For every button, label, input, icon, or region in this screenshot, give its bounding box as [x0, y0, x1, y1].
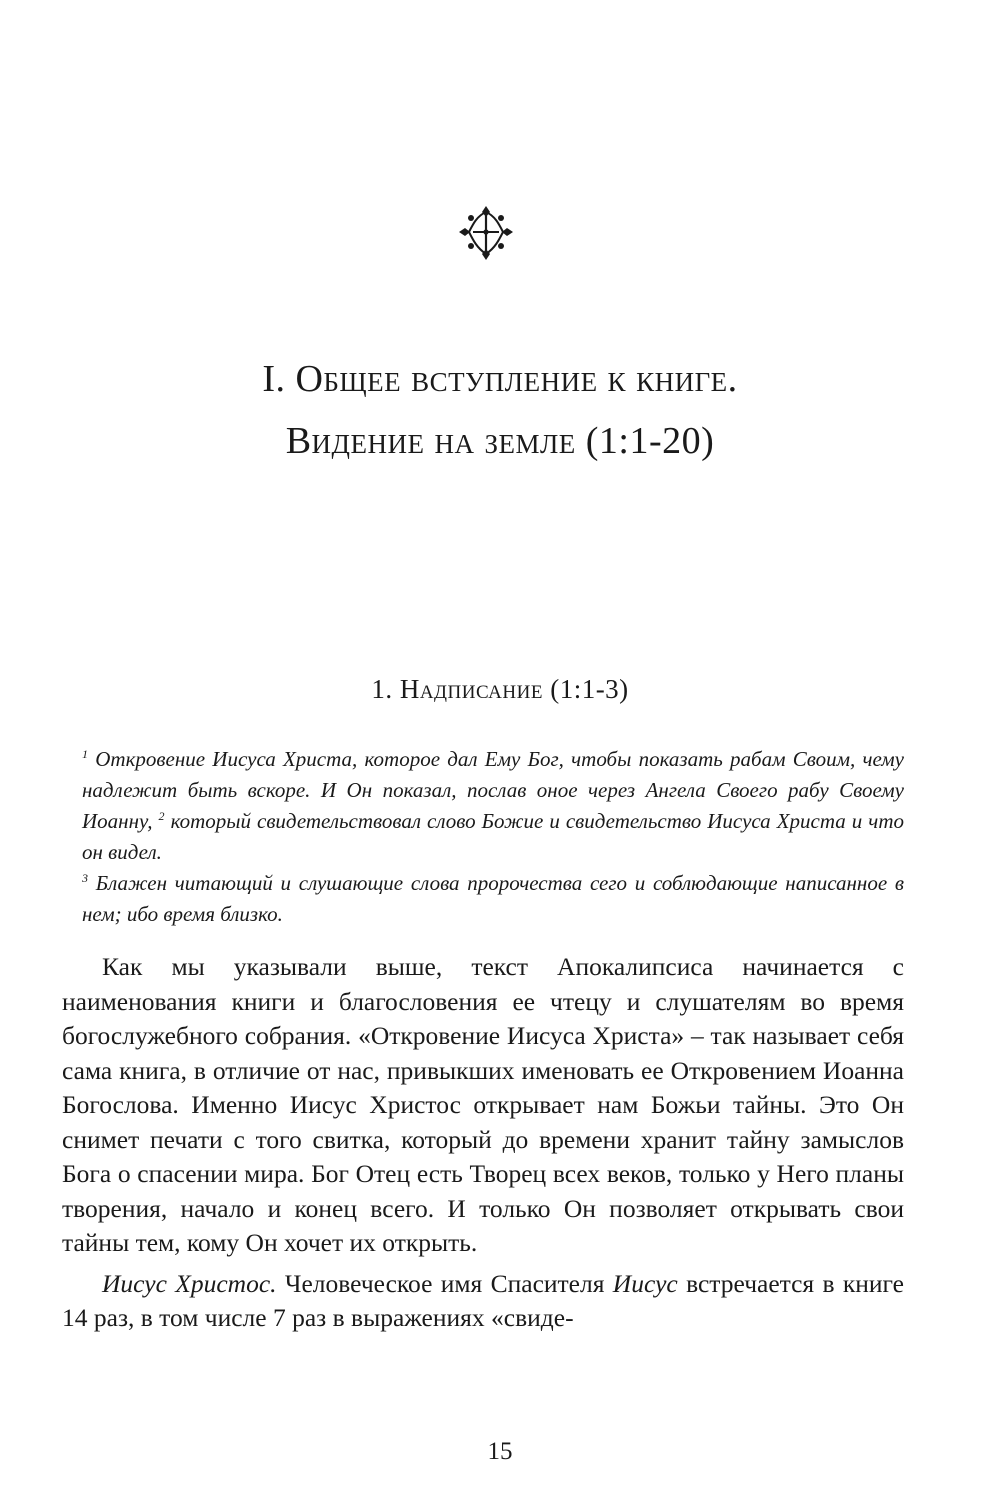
emphasis: Иисус: [612, 1268, 678, 1298]
verse-text: Откровение Иисуса Христа, которое дал Ему Бог, чтобы показать рабам Своим, чему надлежит быть вскоре. И Он показал, послав оное через Ангела Своего рабу Своему Иоанну,: [82, 747, 904, 833]
verse-number: 3: [82, 871, 88, 885]
verse-text: Блажен читающий и слушающие слова пророчества сего и соблюдающие написанное в нем; ибо время близко.: [82, 871, 904, 926]
verse-number: 1: [82, 747, 88, 761]
paragraph: Как мы указывали выше, текст Апокалипсиса начинается с наименования книги и благословения ее чтецу и слушателям во время богослужебного собрания. «Откровение Иисуса Христа» – так называет себя сама книга, в отличие от нас, привыкших именовать ее Откровением Иоанна Богослова. Именно Иисус Христос открывает нам Божьи тайны. Это Он снимет печати с того свитка, который до времени хранит тайну замыслов Бога о спасении мира. Бог Отец есть Творец всех веков, только у Него планы творения, начало и конец всего. И только Он позволяет открывать свои тайны тем, кому Он хочет их открыть.: [62, 952, 904, 1257]
text-run: Человеческое имя Спасителя: [276, 1268, 613, 1298]
chapter-title-line-1: I. Общее вступление к книге.: [262, 358, 738, 400]
verse-number: 2: [158, 809, 165, 823]
scripture-verse-3: [82, 868, 904, 930]
scripture-verses-1-2: [82, 744, 904, 868]
commentary-text: [62, 950, 904, 1336]
emphasis: Иисус Христос.: [102, 1268, 277, 1298]
scripture-quote: [82, 744, 904, 930]
paragraph: [62, 1267, 904, 1336]
chapter-title: [100, 348, 900, 472]
page-number: 15: [487, 1438, 513, 1465]
text-run: встречается в книге 14 раз, в том числе 7 раз в выражениях «свиде-: [62, 1268, 904, 1332]
floral-ornament-icon: [455, 202, 517, 264]
chapter-title-line-2: Видение на земле (1:1-20): [285, 420, 715, 462]
section-title: 1. Надписание (1:1-3): [371, 674, 629, 704]
verse-text: который свидетельствовал слово Божие и свидетельство Иисуса Христа и что он видел.: [82, 809, 904, 864]
